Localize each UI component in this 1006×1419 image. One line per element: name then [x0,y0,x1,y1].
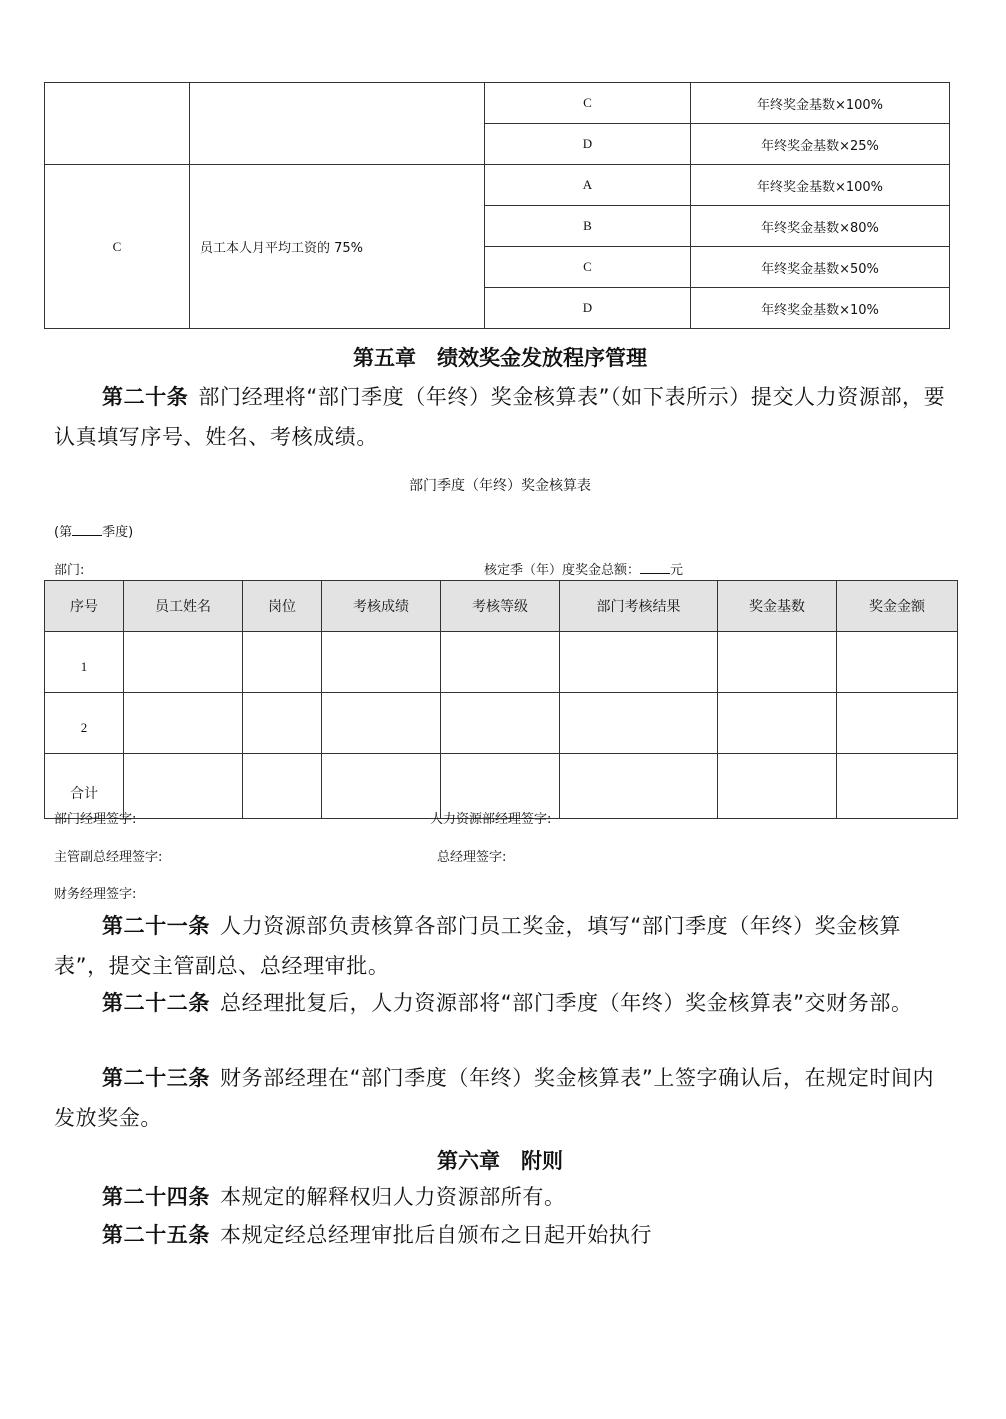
sig-deputy-gm: 主管副总经理签字: [54,850,163,865]
row-number: 2 [45,693,124,754]
table-cell[interactable] [560,693,718,754]
article-heading: 第二十三条 [102,1066,210,1090]
sig-gm: 总经理签字: [437,850,507,865]
article-21 [54,906,949,986]
sig-dept-manager: 部门经理签字: [54,812,137,827]
article-24 [54,1177,949,1217]
table-cell[interactable] [441,632,560,693]
table-cell[interactable] [124,693,243,754]
form-title: 部门季度（年终）奖金核算表 [409,478,591,494]
table-cell[interactable] [837,754,958,819]
col-header: 奖金金额 [837,581,958,632]
article-heading: 第二十四条 [102,1185,210,1209]
table-cell[interactable] [441,693,560,754]
chapter-title: 第六章 附则 [437,1149,563,1173]
table-cell[interactable] [718,754,837,819]
table-cell[interactable] [322,693,441,754]
col-header: 部门考核结果 [560,581,718,632]
table-cell[interactable] [243,693,322,754]
dept-label: 部门: [54,563,85,578]
table-cell[interactable] [322,632,441,693]
total-label: 核定季（年）度奖金总额： [484,563,641,578]
col-header: 序号 [45,581,124,632]
article-body: 总经理批复后，人力资源部将“部门季度（年终）奖金核算表”交财务部。 [220,991,913,1015]
table-cell[interactable] [718,632,837,693]
grade-cell [45,83,190,165]
level-cell: C [485,247,691,288]
quarter-suffix: 季度) [102,525,134,540]
table-row [45,165,950,206]
col-header: 奖金基数 [718,581,837,632]
amount-cell: 年终奖金基数×80% [691,206,950,247]
table-cell[interactable] [560,632,718,693]
quarter-line [54,521,133,540]
table-cell[interactable] [837,632,958,693]
article-22 [54,983,949,1023]
article-heading: 第二十一条 [102,914,210,938]
level-cell: D [485,288,691,329]
total-unit: 元 [670,563,684,578]
base-cell [190,83,485,165]
header-row [45,581,958,632]
table-row [45,83,950,124]
article-body: 本规定的解释权归人力资源部所有。 [220,1185,566,1209]
table-cell[interactable] [560,754,718,819]
total-row-label: 合计 [45,754,124,819]
article-heading: 第二十条 [102,385,189,409]
amount-cell: 年终奖金基数×10% [691,288,950,329]
level-cell: A [485,165,691,206]
col-header: 岗位 [243,581,322,632]
bonus-table [44,580,958,819]
quarter-prefix: (第 [54,525,73,540]
table-cell[interactable] [718,693,837,754]
sig-finance: 财务经理签字: [54,887,137,902]
col-header: 考核等级 [441,581,560,632]
chapter-title: 第五章 绩效奖金发放程序管理 [353,346,647,370]
col-header: 员工姓名 [124,581,243,632]
level-cell: D [485,124,691,165]
table-row [45,693,958,754]
article-body: 部门经理将“部门季度（年终）奖金核算表”（如下表所示）提交人力资源部，要认真填写序号、姓名、考核成绩。 [54,385,946,449]
table-cell[interactable] [124,632,243,693]
level-cell: C [485,83,691,124]
article-body: 人力资源部负责核算各部门员工奖金，填写“部门季度（年终）奖金核算表”，提交主管副总、总经理审批。 [54,914,902,978]
amount-cell: 年终奖金基数×25% [691,124,950,165]
article-body: 本规定经总经理审批后自颁布之日起开始执行 [220,1223,652,1247]
article-23 [54,1058,949,1138]
grade-cell: C [45,165,190,329]
amount-cell: 年终奖金基数×100% [691,165,950,206]
amount-cell: 年终奖金基数×50% [691,247,950,288]
table-cell[interactable] [124,754,243,819]
base-cell: 员工本人月平均工资的 75% [190,165,485,329]
col-header: 考核成绩 [322,581,441,632]
table-cell[interactable] [243,632,322,693]
grade-table [44,82,950,329]
table-cell[interactable] [837,693,958,754]
total-line [484,559,683,578]
article-heading: 第二十二条 [102,991,210,1015]
table-cell[interactable] [243,754,322,819]
sig-hr-manager: 人力资源部经理签字: [430,812,552,827]
row-number: 1 [45,632,124,693]
article-body: 财务部经理在“部门季度（年终）奖金核算表”上签字确认后，在规定时间内发放奖金。 [54,1066,935,1130]
article-heading: 第二十五条 [102,1223,210,1247]
article-25 [54,1215,949,1255]
table-row [45,632,958,693]
amount-cell: 年终奖金基数×100% [691,83,950,124]
quarter-blank [72,523,102,536]
total-blank [640,561,670,574]
article-20 [54,377,949,457]
table-cell[interactable] [322,754,441,819]
level-cell: B [485,206,691,247]
